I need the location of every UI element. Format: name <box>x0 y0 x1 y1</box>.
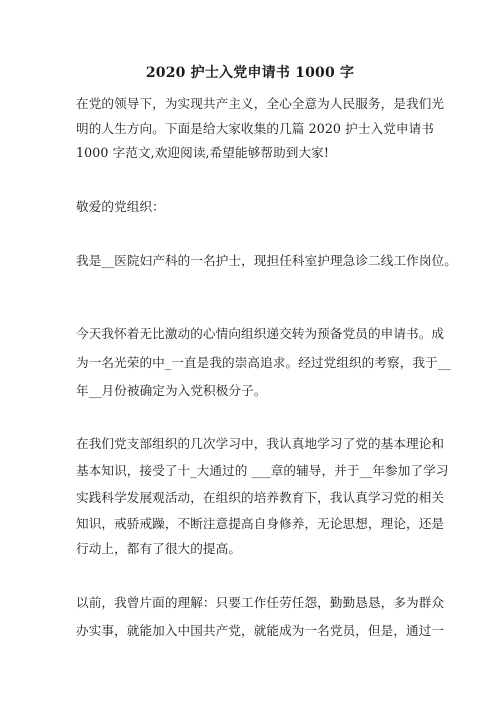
text-line: 行动上，都有了很大的提高。 <box>76 541 242 556</box>
text-line: 年__月份被确定为入党积极分子。 <box>76 383 267 398</box>
text-line: 知识，戒骄戒躁，不断注意提高自身修养，无论思想，理论，还是 <box>76 516 445 531</box>
text-line: 1000 字范文,欢迎阅读,希望能够帮助到大家! <box>76 145 330 160</box>
text-line: 明的人生方向。下面是给大家收集的几篇 2020 护士入党申请书 <box>76 121 434 136</box>
text-line: 办实事，就能加入中国共产党，就能成为一名党员，但是，通过一 <box>76 623 445 638</box>
text-line: 今天我怀着无比激动的心情向组织递交转为预备党员的申请书。成 <box>76 326 445 341</box>
text-line: 我是__医院妇产科的一名护士，现担任科室护理急诊二线工作岗位。 <box>76 253 457 268</box>
text-line: 实践科学发展观活动，在组织的培养教育下，我认真学习党的相关 <box>76 490 445 505</box>
text-line: 在党的领导下，为实现共产主义，全心全意为人民服务，是我们光 <box>76 96 445 111</box>
salutation: 敬爱的党组织： <box>76 199 165 214</box>
text-line: 以前，我曾片面的理解：只要工作任劳任怨，勤勤恳恳，多为群众 <box>76 595 445 610</box>
text-line: 在我们党支部组织的几次学习中，我认真地学习了党的基本理论和 <box>76 436 445 451</box>
text-line: 基本知识，接受了十_大通过的 ___章的辅导，并于__年参加了学习 <box>76 463 449 478</box>
document-title: 2020 护士入党申请书 1000 字 <box>145 65 355 81</box>
text-line: 为一名光荣的中_一直是我的崇高追求。经过党组织的考察，我于__ <box>76 355 451 370</box>
